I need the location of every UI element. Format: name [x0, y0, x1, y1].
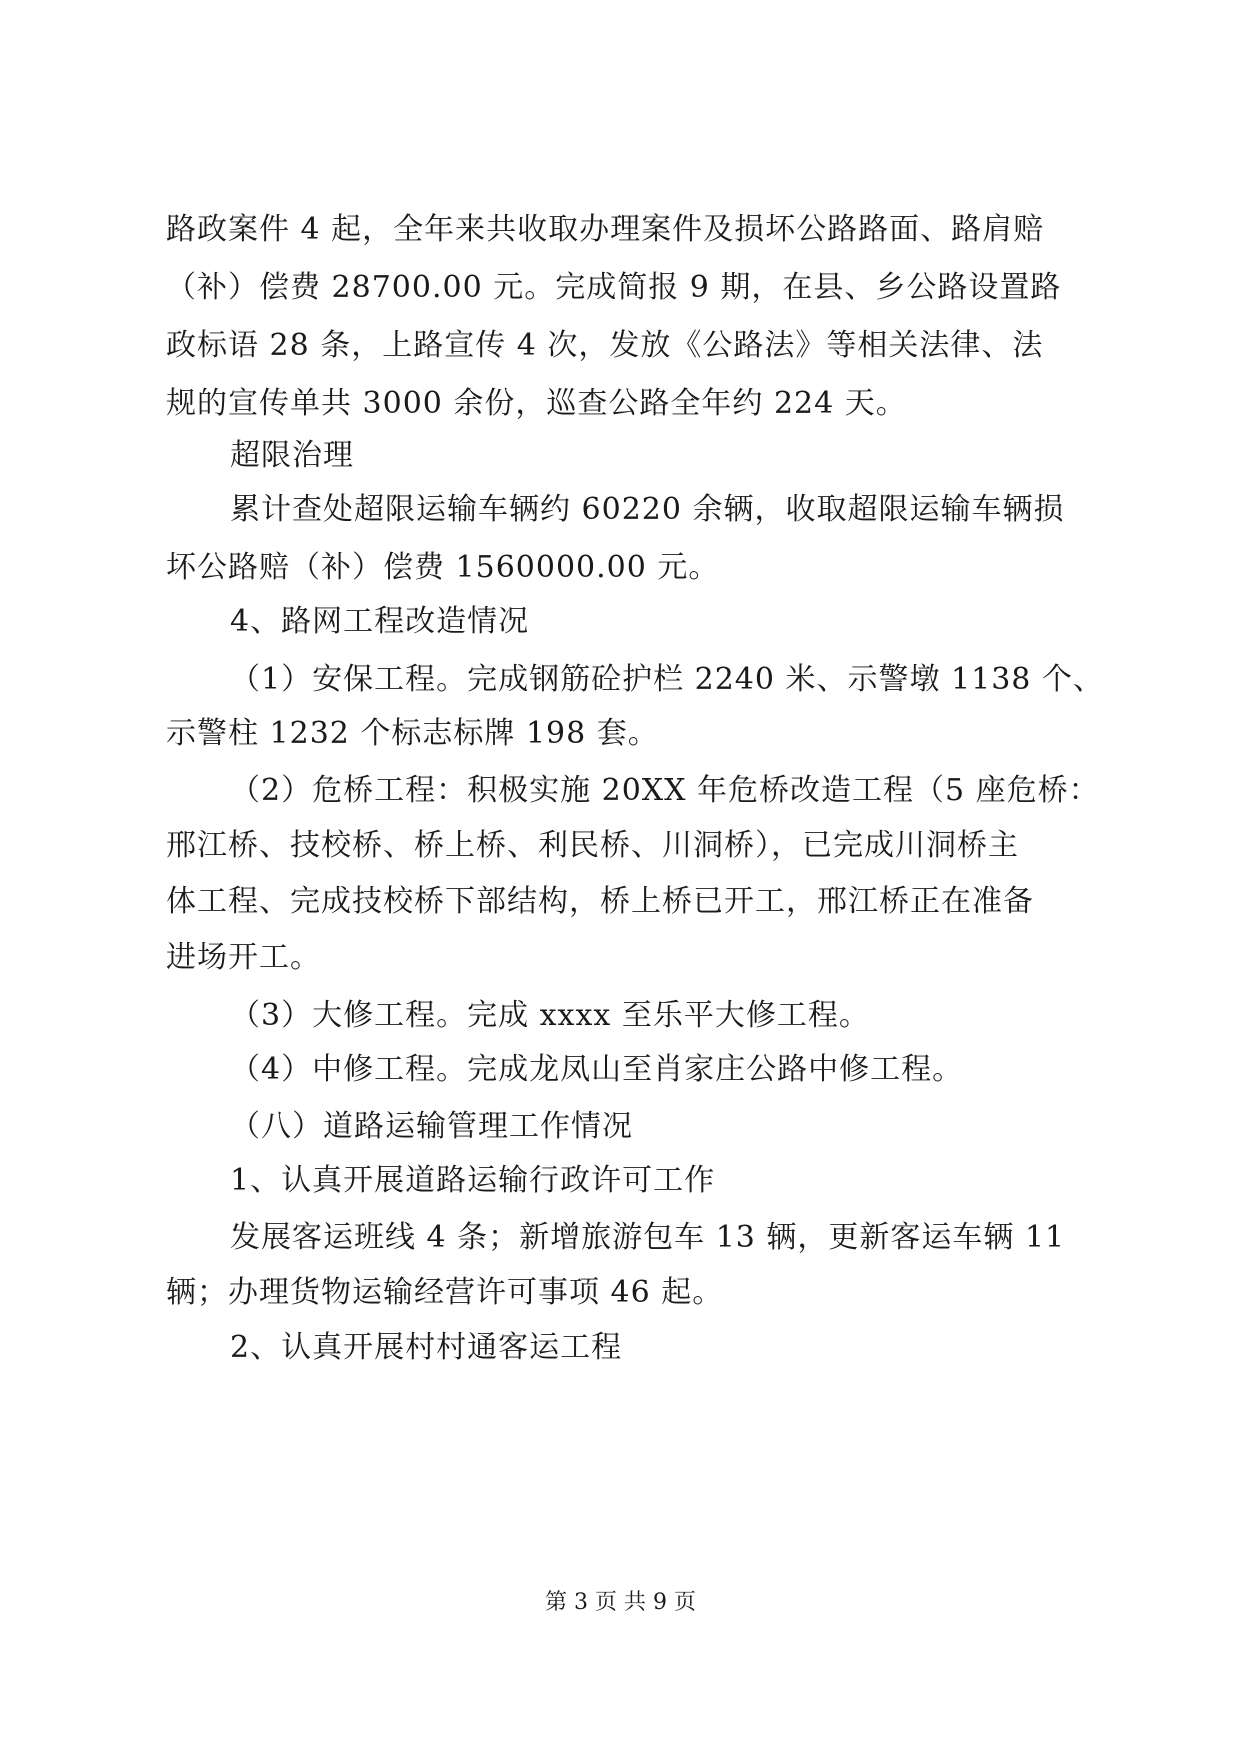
text-line: 累计查处超限运输车辆约 60220 余辆，收取超限运输车辆损 [230, 492, 1065, 527]
text-line: 路政案件 4 起，全年来共收取办理案件及损坏公路路面、路肩赔 [166, 212, 1045, 247]
text-line: 发展客运班线 4 条；新增旅游包车 13 辆，更新客运车辆 11 [230, 1220, 1066, 1255]
text-line: 体工程、完成技校桥下部结构，桥上桥已开工，邢江桥正在准备 [166, 884, 1034, 919]
text-line: （4）中修工程。完成龙凤山至肖家庄公路中修工程。 [230, 1052, 964, 1087]
text-line: 进场开工。 [166, 940, 321, 975]
text-line: （2）危桥工程：积极实施 20XX 年危桥改造工程（5 座危桥： [230, 773, 1100, 808]
text-line: （1）安保工程。完成钢筋砼护栏 2240 米、示警墩 1138 个、 [230, 662, 1104, 697]
text-line: 邢江桥、技校桥、桥上桥、利民桥、川洞桥），已完成川洞桥主 [166, 828, 1019, 863]
text-line: 示警柱 1232 个标志标牌 198 套。 [166, 716, 659, 751]
section-heading: 1、认真开展道路运输行政许可工作 [230, 1163, 716, 1198]
text-line: （3）大修工程。完成 xxxx 至乐平大修工程。 [230, 998, 870, 1033]
text-line: 规的宣传单共 3000 余份，巡查公路全年约 224 天。 [166, 386, 907, 421]
text-line: 坏公路赔（补）偿费 1560000.00 元。 [166, 550, 720, 585]
page-footer: 第 3 页 共 9 页 [545, 1590, 696, 1615]
section-heading: 4、路网工程改造情况 [230, 604, 530, 639]
section-heading: 2、认真开展村村通客运工程 [230, 1330, 623, 1365]
text-line: （补）偿费 28700.00 元。完成简报 9 期，在县、乡公路设置路 [166, 270, 1062, 305]
section-heading: （八）道路运输管理工作情况 [230, 1109, 633, 1144]
text-line: 政标语 28 条，上路宣传 4 次，发放《公路法》等相关法律、法 [166, 328, 1044, 363]
text-line: 辆；办理货物运输经营许可事项 46 起。 [166, 1275, 724, 1310]
section-heading: 超限治理 [230, 438, 354, 473]
